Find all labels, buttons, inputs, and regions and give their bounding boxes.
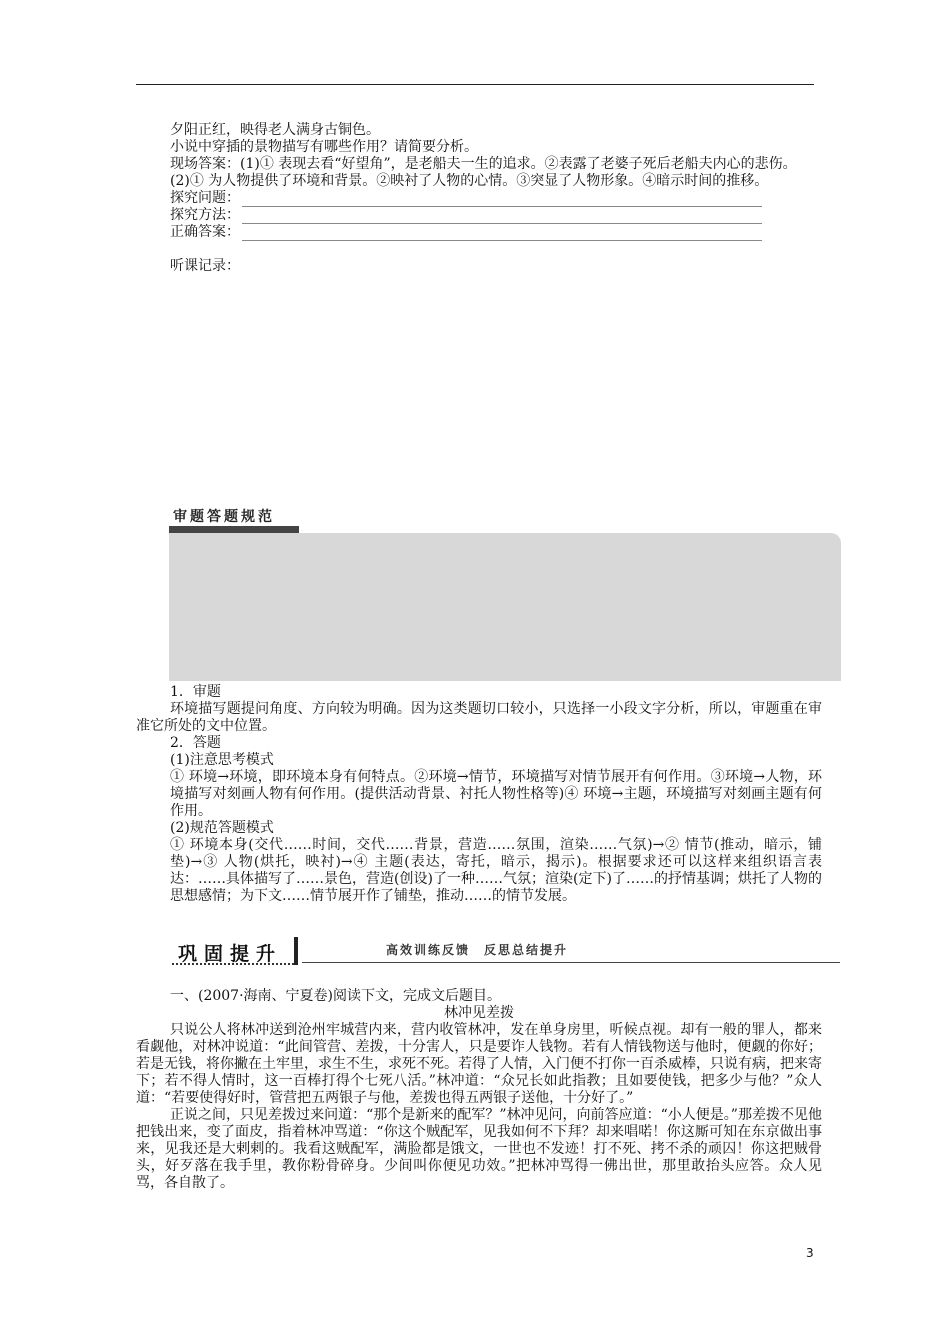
heading-bar <box>169 526 299 533</box>
reading-section <box>136 988 822 1192</box>
text-line: 夕阳正红，映得老人满身古铜色。 <box>170 122 380 138</box>
paragraph: ① 环境本身(交代……时间，交代……背景，营造……氛围，渲染……气氛)→② 情节(推动，暗示，铺垫)→③ 人物(烘托，映衬)→④ 主题(表达，寄托，暗示，揭示)。根据要求还可以这样来组织语言表达：……具体描写了……景色，营造(创设)了一种……气氛；渲染(定下)了……的抒情基调；烘托了人物的思想感情；为下文……情节展开作了铺垫，推动……的情节发展。 <box>170 837 822 904</box>
passage-paragraph: 正说之间，只见差拨过来问道：“那个是新来的配军？”林冲见问，向前答应道：“小人便是。”那差拨不见他把钱出来，变了面皮，指着林冲骂道：“你这个贼配军，见我如何不下拜？却来唱喏！你这厮可知在东京做出事来，见我还是大剌剌的。我看这贼配军，满脸都是饿文，一世也不发迹！打不死、拷不杀的顽囚！你这把贼骨头，好歹落在我手里，教你粉骨碎身。少间叫你便见功效。”把林冲骂得一佛出世，那里敢抬头应答。众人见骂，各自散了。 <box>136 1107 822 1191</box>
grey-panel <box>169 533 841 681</box>
question-prompt: 一、(2007·海南、宁夏卷)阅读下文，完成文后题目。 <box>170 988 502 1004</box>
subheading: (2)规范答题模式 <box>170 820 274 836</box>
field-label: 正确答案： <box>170 224 240 240</box>
blank-line <box>242 212 762 224</box>
subheading: 2．答题 <box>170 735 221 751</box>
subheading: 1．审题 <box>170 684 221 700</box>
inquiry-method-row <box>136 207 822 224</box>
subheading: (1)注意思考模式 <box>170 752 274 768</box>
page-number: 3 <box>806 1246 814 1260</box>
field-label: 探究方法： <box>170 207 240 223</box>
method-section <box>136 684 822 905</box>
blank-line <box>242 229 762 241</box>
answer-line: (2)① 为人物提供了环境和背景。②映衬了人物的心情。③突显了人物形象。④暗示时间的推移。 <box>170 173 769 189</box>
inquiry-question-row <box>136 190 822 207</box>
passage-title: 林冲见差拨 <box>444 1005 514 1021</box>
section-heading: 审题答题规范 <box>173 509 275 525</box>
notes-label: 听课记录： <box>170 258 240 274</box>
blank-line <box>242 195 762 207</box>
passage-paragraph: 只说公人将林冲送到沧州牢城营内来，营内收管林冲，发在单身房里，听候点视。却有一般的罪人，都来看觑他，对林冲说道：“此间管营、差拨，十分害人，只是要诈人钱物。若有人情钱物送与他时，便觑的你好；若是无钱，将你撇在土牢里，求生不生，求死不死。若得了人情，入门便不打你一百杀威棒，只说有病，把来寄下；若不得人情时，这一百棒打得个七死八活。”林冲道：“众兄长如此指教；且如要使钱，把多少与他？”众人道：“若要使得好时，管营把五两银子与他，差拨也得五两银子送他，十分好了。” <box>136 1022 822 1106</box>
correct-answer-row <box>136 224 822 241</box>
banner-rule <box>302 962 840 963</box>
banner-subtitle: 高效训练反馈 反思总结提升 <box>386 943 569 957</box>
question-line: 小说中穿插的景物描写有哪些作用？请简要分析。 <box>170 139 478 155</box>
answer-line: 现场答案：(1)① 表现去看“好望角”，是老船夫一生的追求。②表露了老婆子死后老船夫内心的悲伤。 <box>170 156 797 172</box>
consolidation-banner <box>172 935 840 971</box>
banner-title: 巩固提升 <box>178 943 283 965</box>
field-label: 探究问题： <box>170 190 240 206</box>
answer-section <box>136 122 822 275</box>
paragraph: ① 环境→环境，即环境本身有何特点。②环境→情节，环境描写对情节展开有何作用。③环境→人物，环境描写对刻画人物有何作用。(提供活动背景、衬托人物性格等)④ 环境→主题，环境描写对刻画主题有何作用。 <box>170 769 822 819</box>
paragraph: 环境描写题提问角度、方向较为明确。因为这类题切口较小，只选择一小段文字分析，所以，审题重在审准它所处的文中位置。 <box>136 701 822 734</box>
header-rule <box>136 84 814 85</box>
banner-bar <box>294 937 298 965</box>
banner-dotted-line <box>172 963 294 965</box>
